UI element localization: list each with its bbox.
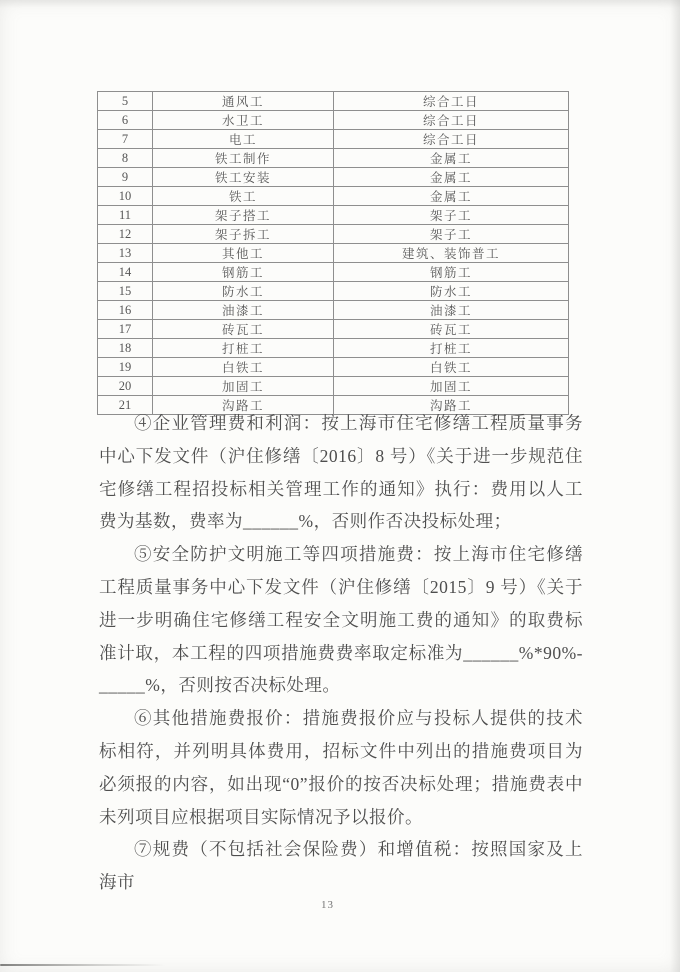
table-cell-name: 加固工	[153, 377, 334, 396]
table-row	[98, 320, 569, 339]
paragraph: ⑤安全防护文明施工等四项措施费：按上海市住宅修缮工程质量事务中心下发文件（沪住修缮〔2015〕9 号）《关于进一步明确住宅修缮工程安全文明施工费的通知》的取费标准计取，本工程的四项措施费费率取定标准为______%*90%- _____%，否则按否决标处理。	[99, 544, 583, 696]
body-text	[99, 407, 583, 899]
table-cell-no: 20	[98, 377, 153, 396]
table-cell-no: 16	[98, 301, 153, 320]
table-cell-no: 18	[98, 339, 153, 358]
table-cell-category: 建筑、装饰普工	[334, 244, 569, 263]
table-cell-no: 12	[98, 225, 153, 244]
table-cell-no: 7	[98, 130, 153, 149]
table-row	[98, 149, 569, 168]
table-cell-name: 砖瓦工	[153, 320, 334, 339]
table-cell-no: 14	[98, 263, 153, 282]
table-cell-category: 防水工	[334, 282, 569, 301]
table-cell-name: 沟路工	[153, 396, 334, 415]
table-cell-name: 通风工	[153, 92, 334, 111]
table-cell-category: 打桩工	[334, 339, 569, 358]
table-cell-no: 5	[98, 92, 153, 111]
paragraph: ⑥其他措施费报价：措施费报价应与投标人提供的技术标相符，并列明具体费用，招标文件中列出的措施费项目为必须报的内容，如出现“0”报价的按否决标处理；措施费表中未列项目应根据项目实际情况予以报价。	[99, 708, 583, 827]
table-cell-name: 水卫工	[153, 111, 334, 130]
table-row	[98, 263, 569, 282]
table-cell-name: 油漆工	[153, 301, 334, 320]
paragraph: ④企业管理费和利润：按上海市住宅修缮工程质量事务中心下发文件（沪住修缮〔2016〕8 号）《关于进一步规范住宅修缮工程招投标相关管理工作的通知》执行：费用以人工费为基数，费率为______%，否则作否决投标处理；	[99, 413, 583, 532]
table-cell-category: 综合工日	[334, 130, 569, 149]
table-cell-category: 金属工	[334, 187, 569, 206]
table-cell-category: 沟路工	[334, 396, 569, 415]
scan-edge-shading-top	[0, 0, 680, 8]
table-cell-name: 铁工	[153, 187, 334, 206]
table-cell-no: 9	[98, 168, 153, 187]
table-row	[98, 377, 569, 396]
table-row	[98, 339, 569, 358]
table-cell-name: 架子搭工	[153, 206, 334, 225]
table-cell-name: 其他工	[153, 244, 334, 263]
table-cell-no: 15	[98, 282, 153, 301]
table-cell-name: 白铁工	[153, 358, 334, 377]
table-cell-category: 架子工	[334, 206, 569, 225]
table-row	[98, 206, 569, 225]
table-cell-category: 金属工	[334, 168, 569, 187]
table-cell-no: 19	[98, 358, 153, 377]
paragraph: ⑦规费（不包括社会保险费）和增值税：按照国家及上海市	[99, 839, 583, 893]
table-cell-no: 17	[98, 320, 153, 339]
table-cell-category: 金属工	[334, 149, 569, 168]
table-row	[98, 301, 569, 320]
table-row	[98, 187, 569, 206]
scan-edge-shading-right	[670, 0, 680, 972]
table-cell-no: 8	[98, 149, 153, 168]
table-row	[98, 130, 569, 149]
table-cell-category: 综合工日	[334, 92, 569, 111]
page-number: 13	[321, 899, 334, 911]
table-cell-category: 综合工日	[334, 111, 569, 130]
table-cell-category: 油漆工	[334, 301, 569, 320]
worker-category-table	[97, 91, 569, 415]
table-cell-name: 铁工安装	[153, 168, 334, 187]
table-cell-category: 加固工	[334, 377, 569, 396]
table-cell-category: 白铁工	[334, 358, 569, 377]
scan-artifact-line	[0, 964, 165, 966]
table-row	[98, 225, 569, 244]
table-row	[98, 358, 569, 377]
table-row	[98, 168, 569, 187]
worker-category-table-wrap	[97, 91, 569, 415]
table-cell-name: 打桩工	[153, 339, 334, 358]
table-cell-name: 电工	[153, 130, 334, 149]
table-row	[98, 282, 569, 301]
table-cell-category: 砖瓦工	[334, 320, 569, 339]
table-cell-no: 13	[98, 244, 153, 263]
table-cell-no: 21	[98, 396, 153, 415]
table-row	[98, 111, 569, 130]
table-cell-no: 6	[98, 111, 153, 130]
worker-table-body	[98, 92, 569, 415]
table-row	[98, 92, 569, 111]
table-cell-name: 架子拆工	[153, 225, 334, 244]
table-cell-category: 架子工	[334, 225, 569, 244]
table-row	[98, 244, 569, 263]
table-cell-name: 钢筋工	[153, 263, 334, 282]
table-cell-no: 11	[98, 206, 153, 225]
table-cell-name: 防水工	[153, 282, 334, 301]
table-cell-category: 钢筋工	[334, 263, 569, 282]
table-cell-no: 10	[98, 187, 153, 206]
table-cell-name: 铁工制作	[153, 149, 334, 168]
